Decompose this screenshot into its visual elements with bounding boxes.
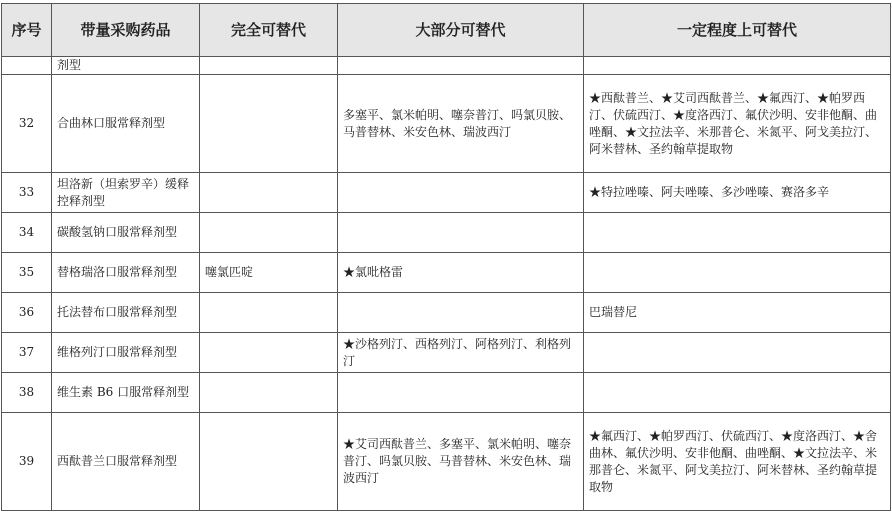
row-most <box>338 373 584 413</box>
row-drug: 替格瑞洛口服常释剂型 <box>52 253 200 293</box>
row-no: 35 <box>2 253 52 293</box>
header-no: 序号 <box>2 4 52 57</box>
table-row <box>2 57 891 75</box>
row-no: 39 <box>2 413 52 511</box>
row-some <box>584 253 891 293</box>
row-no: 38 <box>2 373 52 413</box>
table-row <box>2 293 891 333</box>
table-row <box>2 213 891 253</box>
table-row <box>2 373 891 413</box>
row-most: ★艾司西酞普兰、多塞平、氯米帕明、噻奈普汀、吗氯贝胺、马普替林、米安色林、瑞波西汀 <box>338 413 584 511</box>
row-some <box>584 373 891 413</box>
row-drug: 碳酸氢钠口服常释剂型 <box>52 213 200 253</box>
row-some: 巴瑞替尼 <box>584 293 891 333</box>
header-some: 一定程度上可替代 <box>584 4 891 57</box>
row-some: ★氟西汀、★帕罗西汀、伏硫西汀、★度洛西汀、★舍曲林、氟伏沙明、安非他酮、曲唑酮、★文拉法辛、米那普仑、米氮平、阿戈美拉汀、阿米替林、圣约翰草提取物 <box>584 413 891 511</box>
row-most: ★沙格列汀、西格列汀、阿格列汀、利格列汀 <box>338 333 584 373</box>
row-drug: 西酞普兰口服常释剂型 <box>52 413 200 511</box>
table-row <box>2 413 891 511</box>
row-full <box>200 75 338 173</box>
row-no: 36 <box>2 293 52 333</box>
row-full <box>200 293 338 333</box>
row-most <box>338 213 584 253</box>
row-some <box>584 213 891 253</box>
row-full <box>200 57 338 75</box>
row-full: 噻氯匹啶 <box>200 253 338 293</box>
header-most: 大部分可替代 <box>338 4 584 57</box>
table-row <box>2 173 891 213</box>
row-full <box>200 373 338 413</box>
row-drug: 维格列汀口服常释剂型 <box>52 333 200 373</box>
row-full <box>200 173 338 213</box>
row-no: 33 <box>2 173 52 213</box>
row-drug: 剂型 <box>52 57 200 75</box>
row-full <box>200 213 338 253</box>
row-some: ★西酞普兰、★艾司西酞普兰、★氟西汀、★帕罗西汀、伏硫西汀、★度洛西汀、氟伏沙明、安非他酮、曲唑酮、★文拉法辛、米那普仑、米氮平、阿戈美拉汀、阿米替林、圣约翰草提取物 <box>584 75 891 173</box>
table-header-row <box>2 4 891 57</box>
row-most: 多塞平、氯米帕明、噻奈普汀、吗氯贝胺、马普替林、米安色林、瑞波西汀 <box>338 75 584 173</box>
table-row <box>2 253 891 293</box>
row-most <box>338 293 584 333</box>
row-most <box>338 173 584 213</box>
row-no <box>2 57 52 75</box>
row-most: ★氯吡格雷 <box>338 253 584 293</box>
row-some <box>584 333 891 373</box>
row-no: 32 <box>2 75 52 173</box>
substitution-table <box>1 3 891 511</box>
row-drug: 维生素 B6 口服常释剂型 <box>52 373 200 413</box>
row-drug: 坦洛新（坦索罗辛）缓释控释剂型 <box>52 173 200 213</box>
table-row <box>2 75 891 173</box>
header-drug: 带量采购药品 <box>52 4 200 57</box>
row-no: 34 <box>2 213 52 253</box>
row-some: ★特拉唑嗪、阿夫唑嗪、多沙唑嗪、赛洛多辛 <box>584 173 891 213</box>
row-some <box>584 57 891 75</box>
table-row <box>2 333 891 373</box>
row-drug: 托法替布口服常释剂型 <box>52 293 200 333</box>
row-no: 37 <box>2 333 52 373</box>
row-drug: 合曲林口服常释剂型 <box>52 75 200 173</box>
row-full <box>200 333 338 373</box>
row-most <box>338 57 584 75</box>
header-full: 完全可替代 <box>200 4 338 57</box>
row-full <box>200 413 338 511</box>
